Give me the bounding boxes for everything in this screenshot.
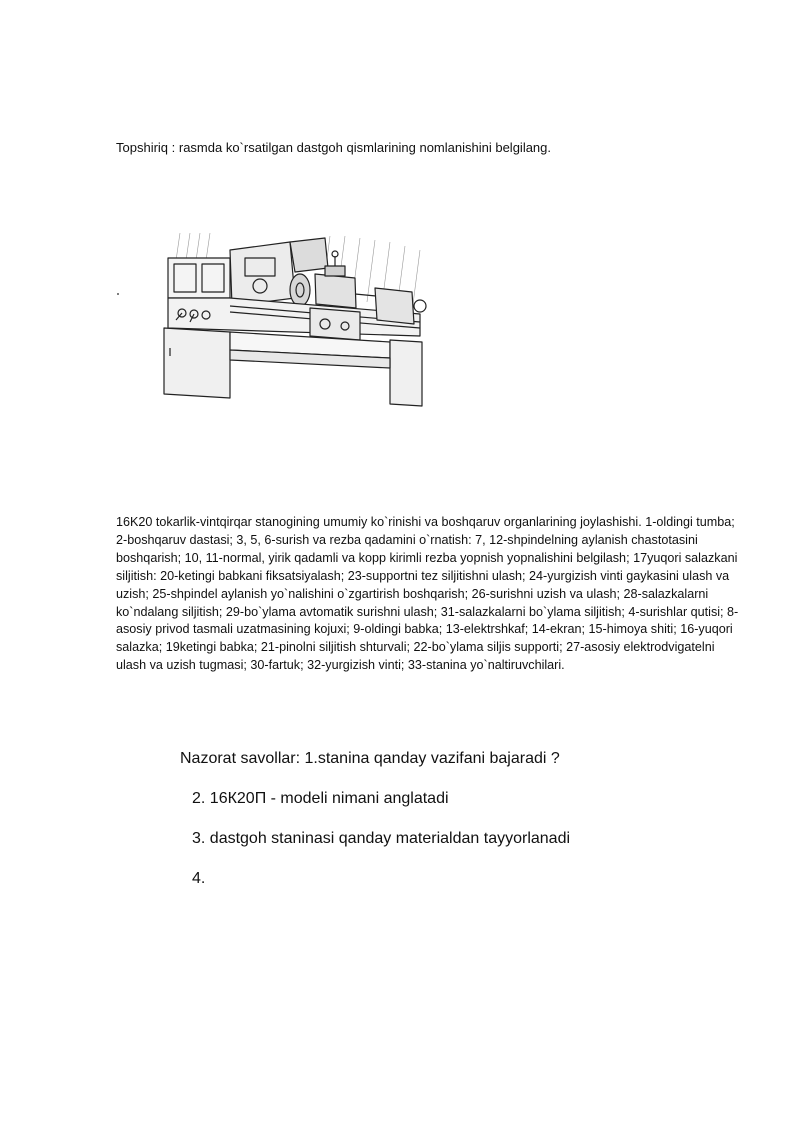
lathe-machine-figure xyxy=(150,228,440,413)
question-item: 3. dastgoh staninasi qanday materialdan tayyorlanadi xyxy=(192,830,571,847)
lathe-machine-icon xyxy=(150,228,440,413)
figure-caption: 16K20 tokarlik-vintqirqar stanogining umumiy ko`rinishi va boshqaruv organlarining joylashishi. 1-oldingi tumba; 2-boshqaruv dastasi; 3, 5, 6-surish va rezba qadamini o`rnatish: 7, 12-shpindelning aylanish chastotasini boshqarish; 10, 11-normal, yirik qadamli va kopp kirimli rezba yopnish yopnalishini belgilash; 17yuqori salazkani siljitish: 20-ketingi babkani fiksatsiyalash; 23-supportni tez siljitishni ulash; 24-yurgizish vinti gaykasini ulash va uzish; 25-shpindel aylanish yo`nalishini o`zgartirish boshqarish; 26-surishni uzish va ulash; 28-salazkalarni ko`ndalang siljitish; 29-bo`ylama avtomatik surishni ulash; 31-salazkalarni bo`ylama siljitish; 4-surishlar qutisi; 8-asosiy privod tasmali uzatmasining kojuxi; 9-oldingi babka; 13-elektrshkaf; 14-ekran; 15-himoya shiti; 16-yuqori salazka; 19ketingi babka; 21-pinolni siljitish shturvali; 22-bo`ylama siljis supporti; 27-asosiy elektrodvigatelni ulash va uzish tugmasi; 30-fartuk; 32-yurgizish vinti; 33-stanina yo`naltiruvchilari. xyxy=(116,515,739,673)
stray-mark xyxy=(117,293,119,295)
question-item: 4. xyxy=(192,870,206,887)
questions-title: Nazorat savollar: 1.stanina qanday vazifani bajaradi ? xyxy=(180,750,560,767)
task-instruction: Topshiriq : rasmda ko`rsatilgan dastgoh qismlarining nomlanishini belgilang. xyxy=(116,140,552,155)
control-questions xyxy=(180,748,740,908)
question-item: 2. 16К20П - modeli nimani anglatadi xyxy=(192,790,449,807)
